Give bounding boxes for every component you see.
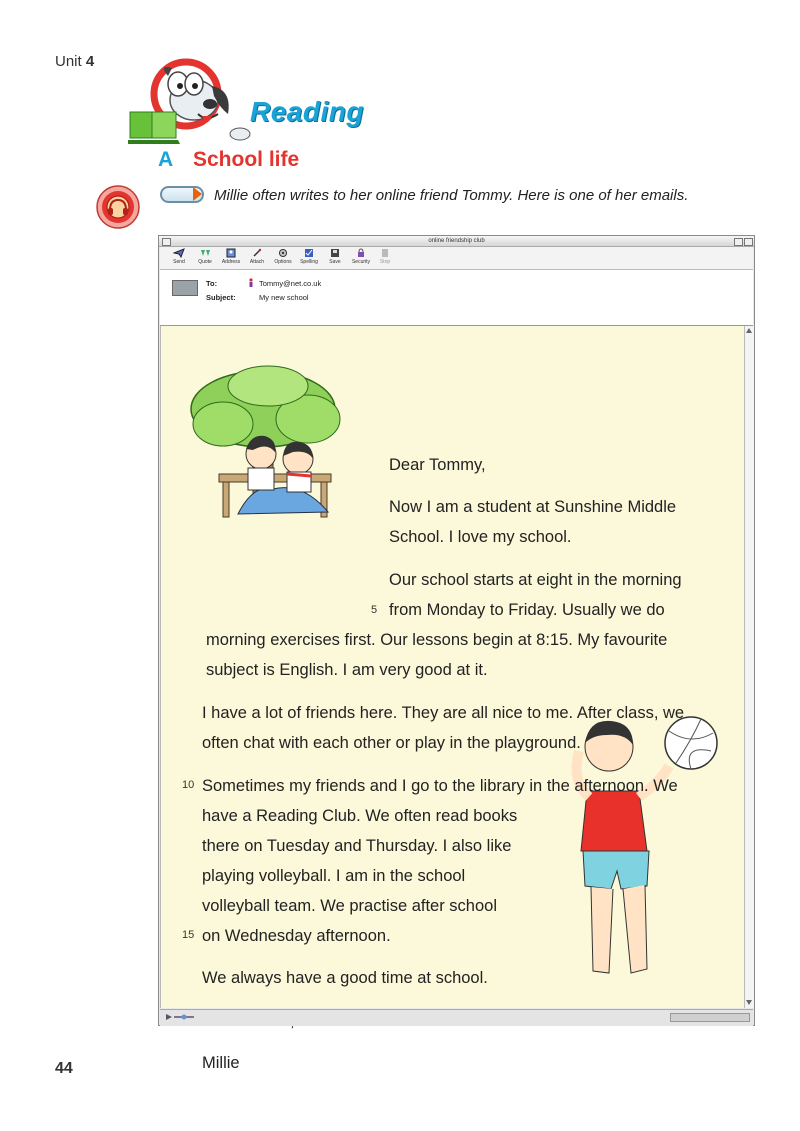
email-header [160, 270, 753, 326]
line-number: 15 [182, 929, 195, 941]
window-titlebar [159, 236, 754, 247]
letter-line: I have a lot of friends here. They are all nice to me. After class, we [202, 704, 685, 722]
email-toolbar [160, 247, 753, 270]
section-title: School life [193, 148, 300, 171]
zoom-box-icon[interactable] [734, 238, 743, 246]
reading-title: Reading [250, 96, 364, 127]
unit-word: Unit [55, 53, 82, 70]
toolbar-quote-button[interactable] [193, 248, 217, 265]
letter-line: Now I am a student at Sunshine Middle [389, 498, 677, 516]
collapse-box-icon[interactable] [744, 238, 753, 246]
toolbar-address-button[interactable] [219, 248, 243, 265]
intro-text: Millie often writes to her online friend Tommy. Here is one of her emails. [214, 187, 689, 204]
letter-line: there on Tuesday and Thursday. I also like [202, 837, 512, 855]
letter-line: morning exercises first. Our lessons begin at 8:15. My favourite [206, 631, 668, 649]
to-label: To: [206, 279, 218, 288]
audio-cd-icon[interactable] [95, 184, 141, 230]
letter-greeting: Dear Tommy, [389, 456, 486, 474]
email-window [158, 235, 755, 1072]
letter-line: playing volleyball. I am in the school [202, 867, 466, 885]
unit-number: 4 [85, 53, 95, 70]
recipient-person-icon [248, 278, 254, 288]
toolbar-save-button[interactable] [323, 248, 347, 265]
subject-field[interactable]: My new school [259, 293, 309, 302]
stop-icon [379, 248, 391, 258]
toolbar-label: Address [221, 259, 241, 265]
letter-line: have a Reading Club. We often read books [202, 807, 518, 825]
toolbar-stop-button[interactable] [373, 248, 397, 265]
scroll-up-arrow-icon[interactable] [746, 328, 752, 333]
toolbar-label: Save [329, 259, 341, 265]
unit-label [55, 53, 94, 70]
letter-line: School. I love my school. [389, 528, 572, 546]
toolbar-label: Attach [249, 259, 265, 265]
toolbar-label: Send [173, 259, 185, 265]
letter-line: volleyball team. We practise after school [202, 897, 497, 915]
letter-line: on Wednesday afternoon. [202, 927, 391, 945]
toolbar-spelling-button[interactable] [297, 248, 321, 265]
toolbar-label: Spelling [300, 259, 318, 265]
toolbar-label: Options [274, 259, 292, 265]
letter-line: subject is English. I am very good at it. [206, 661, 488, 679]
status-bar [160, 1009, 753, 1026]
children-under-tree-illustration [183, 364, 348, 526]
address-book-icon [225, 248, 237, 258]
letter-signature: Millie [202, 1054, 240, 1072]
stamp-icon [172, 280, 198, 296]
line-number: 10 [182, 779, 195, 791]
letter-line: often chat with each other or play in the playground. [202, 734, 581, 752]
letter-line: Our school starts at eight in the morning [389, 571, 682, 589]
options-icon [277, 248, 289, 258]
letter-line: We always have a good time at school. [202, 969, 488, 987]
line-number: 5 [371, 604, 378, 616]
spelling-icon [303, 248, 315, 258]
window-title: online friendship club [428, 238, 485, 244]
toolbar-attach-button[interactable] [245, 248, 269, 265]
to-field[interactable]: Tommy@net.co.uk [259, 279, 322, 288]
toolbar-label: Quote [198, 259, 212, 265]
reading-logo-dog-icon [128, 56, 253, 148]
toolbar-label: Security [351, 259, 371, 265]
vertical-scrollbar[interactable] [744, 326, 754, 1008]
email-body [160, 326, 744, 1072]
save-icon [329, 248, 341, 258]
send-icon [173, 248, 185, 258]
letter-line: Sometimes my friends and I go to the library in the afternoon. We [202, 777, 678, 795]
security-icon [355, 248, 367, 258]
scroll-down-arrow-icon[interactable] [746, 1000, 752, 1005]
toolbar-options-button[interactable] [271, 248, 295, 265]
letter-line: from Monday to Friday. Usually we do [389, 601, 665, 619]
toolbar-send-button[interactable] [167, 248, 191, 265]
quote-icon [199, 248, 211, 258]
toolbar-label: Stop [379, 259, 391, 265]
attach-icon [251, 248, 263, 258]
page-number: 44 [55, 1060, 73, 1077]
play-arrow-icon [193, 187, 202, 201]
toolbar-security-button[interactable] [349, 248, 373, 265]
status-icons-tray [670, 1013, 750, 1022]
send-progress-icon [164, 1012, 200, 1022]
section-letter: A [158, 148, 174, 171]
subject-label: Subject: [206, 293, 236, 302]
